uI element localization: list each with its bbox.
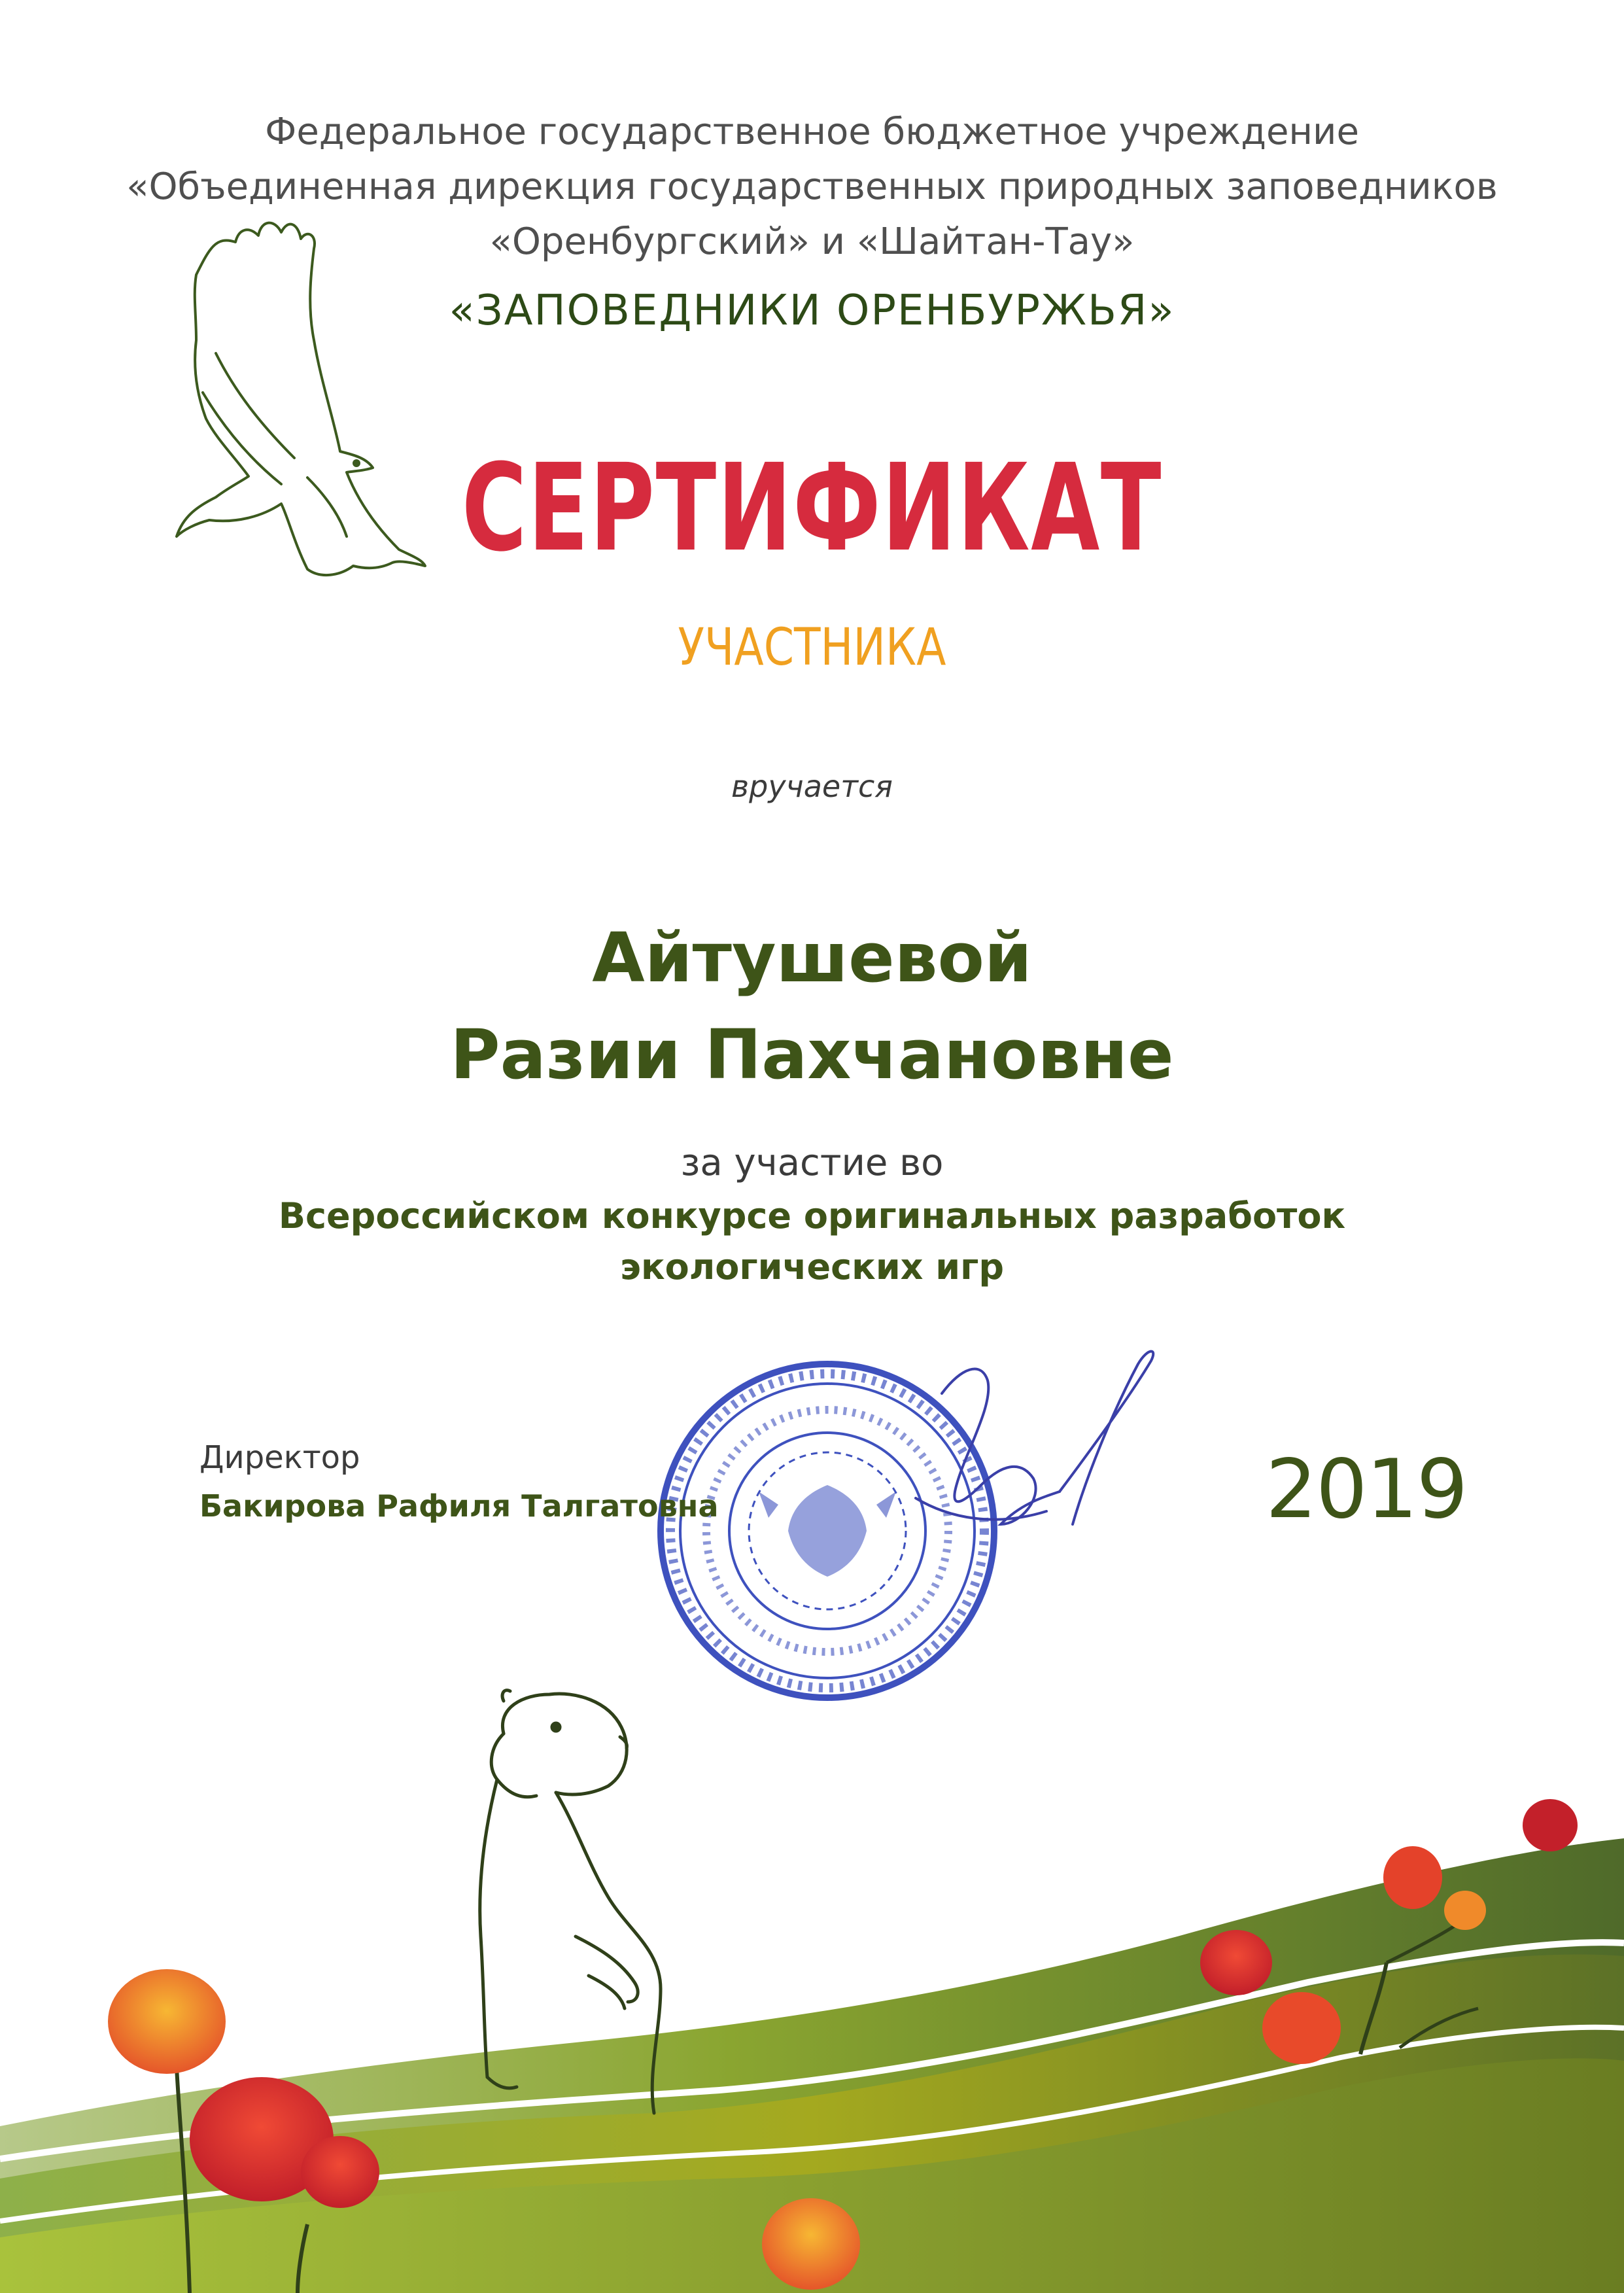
organization-header xyxy=(0,105,1624,270)
director-name: Бакирова Рафиля Талгатовна xyxy=(199,1488,719,1524)
recipient-given-names: Разии Пахчановне xyxy=(450,1015,1174,1094)
contest-name xyxy=(0,1191,1624,1293)
awarded-label: вручается xyxy=(731,769,893,804)
organization-line-1: Федеральное государственное бюджетное учреждение xyxy=(265,111,1359,153)
certificate-title: СЕРТИФИКАТ xyxy=(461,438,1163,578)
organization-line-3: «Оренбургский» и «Шайтан-Тау» xyxy=(489,220,1135,263)
contest-line-1: Всероссийском конкурсе оригинальных разработок xyxy=(278,1195,1346,1236)
director-role: Директор xyxy=(199,1439,360,1476)
recipient-surname: Айтушевой xyxy=(592,918,1032,998)
certificate-year: 2019 xyxy=(1266,1443,1467,1537)
recipient-name xyxy=(0,909,1624,1103)
organization-line-2: «Объединенная дирекция государственных природных заповедников xyxy=(126,166,1498,208)
director-signature xyxy=(916,1352,1153,1524)
reason-prefix: за участие во xyxy=(680,1142,944,1184)
official-stamp xyxy=(661,1364,994,1698)
contest-line-2: экологических игр xyxy=(620,1246,1004,1287)
brand-name: «ЗАПОВЕДНИКИ ОРЕНБУРЖЬЯ» xyxy=(449,287,1175,335)
certificate-subtitle: УЧАСТНИКА xyxy=(678,618,946,677)
